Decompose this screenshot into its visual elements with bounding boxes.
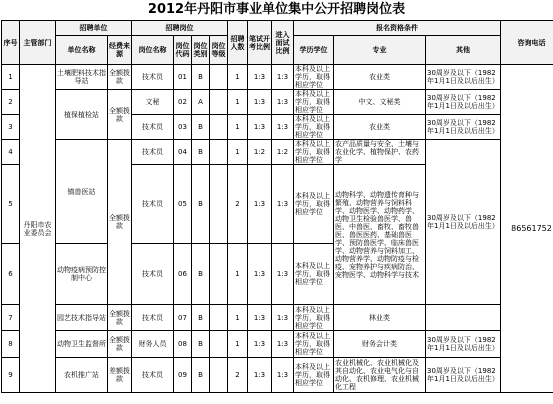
cell-type: A [192,90,210,115]
cell-other: 30周岁及以下（1982年1月1日及以后出生） [426,140,501,305]
cell-unit: 农机推广站 [56,358,108,393]
cell-major: 农产品质量与安全、土壤与农业化学、植物保护、农药学 [334,140,426,165]
col-post-type: 岗位类别 [192,36,210,65]
cell-code: 08 [174,331,192,358]
cell-count: 2 [228,358,248,393]
cell-seq: 7 [2,305,20,331]
cell-edu: 本科及以上学历，取得相应学位 [294,165,334,244]
cell-code: 02 [174,90,192,115]
cell-exam: 1:2 [248,140,272,165]
cell-seq: 1 [2,65,20,90]
cell-major: 农业类 [334,65,426,90]
col-count: 招聘人数 [228,21,248,65]
cell-exam: 1:3 [248,165,272,244]
col-post-group: 招聘岗位 [132,21,228,36]
cell-interview: 1:3 [272,331,294,358]
cell-other: 30周岁及以下（1982年1月1日及以后出生） [426,90,501,115]
cell-seq: 4 [2,140,20,165]
table-row [2,90,553,115]
cell-exam: 1:3 [248,244,272,305]
col-phone: 咨询电话 [501,21,553,65]
col-post-level: 岗位等级 [210,36,228,65]
table-row [2,331,553,358]
cell-other: 30周岁及以下（1982年1月1日及以后出生） [426,65,501,90]
cell-edu: 本科及以上学历，取得相应学位 [294,65,334,90]
cell-code: 07 [174,305,192,331]
col-major: 专业 [334,36,426,65]
cell-major: 动物科学、动物遗传育种与繁殖、动物营养与饲料科学、动物医学、动物药学、动物卫生检验兽医学、兽医、中兽医、畜牧、畜牧兽医、兽医医药、基础兽医学、预防兽医学、临床兽医学、动物营养与饲料加工、动物营养学、动物防疫与检疫、宠物养护与疾病防治、宠物医学、动物科学与技术 [334,165,426,305]
cell-exam: 1:3 [248,331,272,358]
cell-major: 林业类 [334,305,426,331]
cell-level [210,140,228,165]
cell-interview: 1:3 [272,65,294,90]
cell-post: 技术员 [132,115,174,140]
cell-funding: 全额拨款 [108,140,132,305]
col-interview-ratio: 进入面试比例 [272,21,294,65]
cell-exam: 1:3 [248,358,272,393]
cell-count: 1 [228,140,248,165]
col-other: 其他 [426,36,501,65]
cell-seq: 8 [2,331,20,358]
cell-type: B [192,65,210,90]
col-req-group: 报名资格条件 [294,21,501,36]
page-title: 2012年丹阳市事业单位集中公开招聘岗位表 [147,2,406,17]
cell-edu: 本科及以上学历，取得相应学位 [294,331,334,358]
cell-level [210,244,228,305]
cell-unit: 土壤肥料技术指导站 [56,65,108,90]
cell-post: 文秘 [132,90,174,115]
table-row [2,305,553,331]
cell-funding: 差额拨款 [108,358,132,393]
cell-unit: 动物卫生监督所 [56,331,108,358]
cell-interview: 1:3 [272,244,294,305]
cell-unit: 镇兽医站 [56,140,108,244]
cell-post: 技术员 [132,140,174,165]
cell-post: 技术员 [132,358,174,393]
cell-edu: 本科及以上学历，取得相应学位 [294,115,334,140]
cell-count: 1 [228,305,248,331]
table-row [2,65,553,90]
cell-level [210,90,228,115]
cell-funding: 全额拨款 [108,65,132,90]
cell-unit: 园艺技术指导站 [56,305,108,331]
cell-department: 丹阳市农业委员会 [20,65,56,393]
cell-other [426,305,501,331]
cell-interview: 1:3 [272,305,294,331]
cell-post: 技术员 [132,305,174,331]
cell-level [210,358,228,393]
cell-type: B [192,165,210,244]
cell-seq: 3 [2,115,20,140]
cell-major: 农业机械化、农业机械化及其自动化、农业电气化与自动化、农机修理、农业机械化工程 [334,358,426,393]
cell-type: B [192,331,210,358]
cell-code: 01 [174,65,192,90]
col-post-name: 岗位名称 [132,36,174,65]
cell-other: 30周岁及以下（1982年1月1日及以后出生） [426,331,501,358]
cell-edu: 本科及以上学历，取得相应学位 [294,90,334,115]
cell-other: 30周岁及以下（1982年1月1日及以后出生） [426,358,501,393]
col-funding: 经费来源 [108,36,132,65]
cell-seq: 6 [2,244,20,305]
cell-type: B [192,115,210,140]
cell-interview: 1:2 [272,140,294,165]
cell-seq: 2 [2,90,20,115]
cell-level [210,65,228,90]
cell-count: 1 [228,90,248,115]
cell-funding: 全额拨款 [108,90,132,140]
cell-code: 03 [174,115,192,140]
cell-exam: 1:3 [248,90,272,115]
cell-edu: 本科及以上学历，取得相应学位 [294,244,334,305]
cell-count: 1 [228,65,248,90]
cell-edu: 本科及以上学历，取得相应学位 [294,305,334,331]
cell-code: 09 [174,358,192,393]
cell-interview: 1:3 [272,90,294,115]
cell-type: B [192,358,210,393]
cell-level [210,115,228,140]
cell-seq: 9 [2,358,20,393]
cell-type: B [192,305,210,331]
col-unit-group: 招聘单位 [56,21,132,36]
cell-type: B [192,244,210,305]
cell-phone: 86561752 [501,65,553,393]
table-row [2,140,553,165]
cell-post: 技术员 [132,165,174,244]
cell-funding: 全额拨款 [108,305,132,331]
table-row [2,358,553,393]
cell-count: 1 [228,115,248,140]
cell-code: 04 [174,140,192,165]
cell-interview: 1:3 [272,358,294,393]
cell-post: 财务人员 [132,331,174,358]
cell-count: 1 [228,331,248,358]
cell-level [210,165,228,244]
cell-edu: 本科及以上学历，取得相应学位 [294,140,334,165]
cell-major: 农业类 [334,115,426,140]
col-unit-name: 单位名称 [56,36,108,65]
cell-count: 2 [228,165,248,244]
cell-exam: 1:3 [248,65,272,90]
col-seq: 序号 [2,21,20,65]
cell-exam: 1:3 [248,305,272,331]
cell-post: 技术员 [132,244,174,305]
cell-count: 1 [228,244,248,305]
cell-unit: 植保植检站 [56,90,108,140]
recruitment-table [1,20,553,393]
header-row-1 [2,21,553,36]
col-education: 学历学位 [294,36,334,65]
cell-exam: 1:3 [248,115,272,140]
cell-post: 技术员 [132,65,174,90]
cell-interview: 1:3 [272,115,294,140]
col-exam-ratio: 笔试开考比例 [248,21,272,65]
cell-level [210,305,228,331]
cell-code: 05 [174,165,192,244]
cell-edu: 本科及以上学历，取得相应学位 [294,358,334,393]
cell-type: B [192,140,210,165]
cell-funding: 全额拨款 [108,331,132,358]
cell-unit: 动物疫病预防控制中心 [56,244,108,305]
col-dept: 主管部门 [20,21,56,65]
cell-level [210,331,228,358]
col-post-code: 岗位代码 [174,36,192,65]
cell-interview: 1:3 [272,165,294,244]
cell-major: 财务会计类 [334,331,426,358]
cell-code: 06 [174,244,192,305]
cell-major: 中文、文秘类 [334,90,426,115]
cell-seq: 5 [2,165,20,244]
cell-other: 30周岁及以下（1982年1月1日及以后出生） [426,115,501,140]
